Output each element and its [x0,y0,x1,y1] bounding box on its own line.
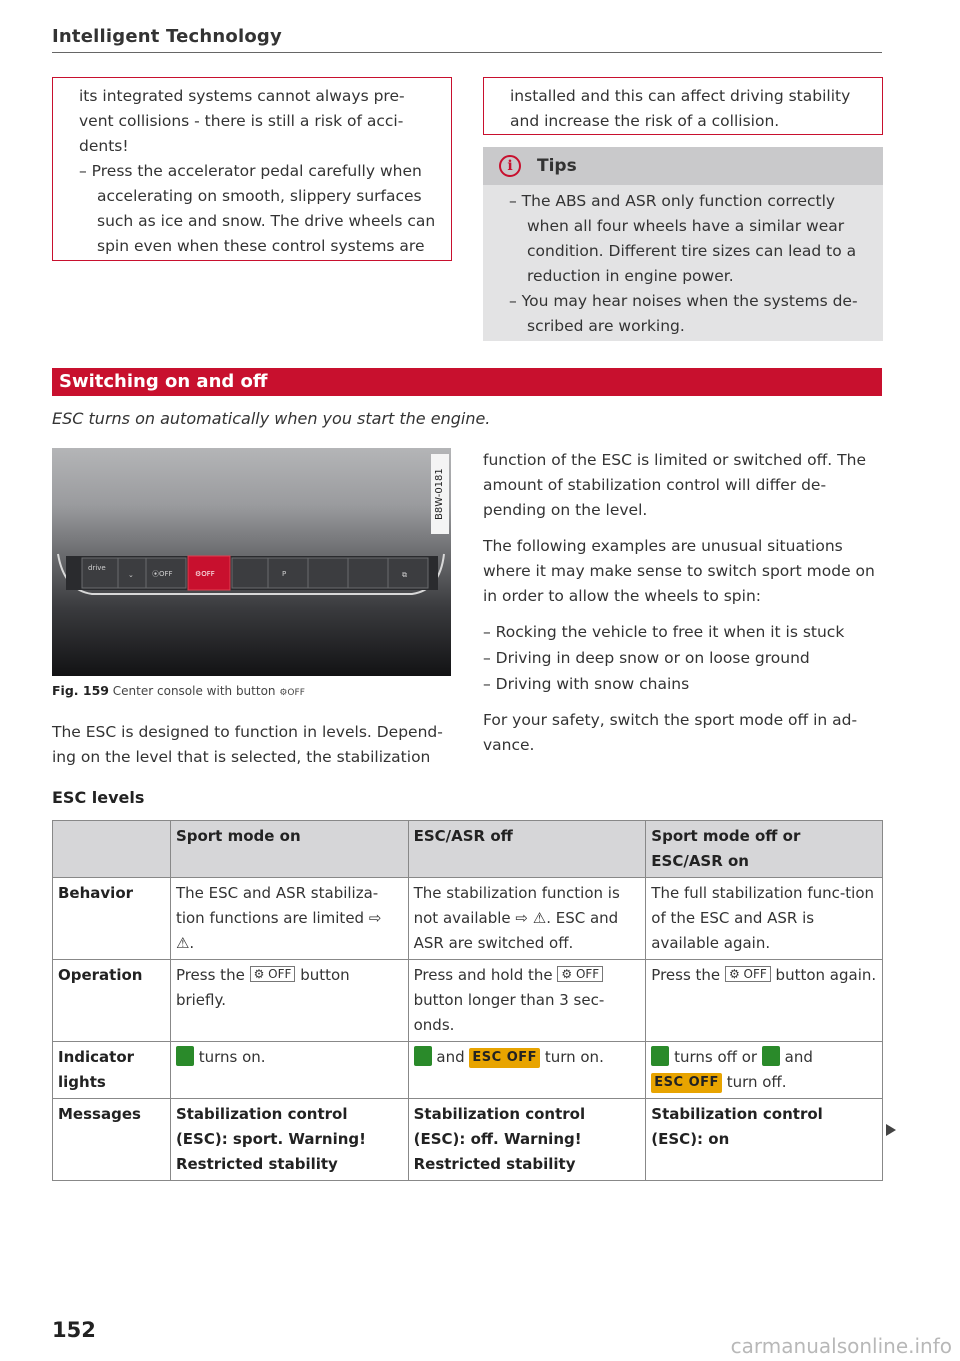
figure-caption [52,678,305,706]
table-header-row [53,821,883,878]
table-header-cell: ESC/ASR off [408,821,646,878]
table-row [53,960,883,1042]
figure-code: B8W-0181 [431,454,449,534]
tips-box [483,147,883,341]
watermark: carmanualsonline.info [730,1334,952,1358]
esc-indicator-icon [414,1046,432,1066]
table-cell [646,960,883,1042]
row-label: Messages [53,1099,171,1181]
table-cell [170,1042,408,1099]
table-header-cell: Sport mode on [170,821,408,878]
cell-text: and [436,1048,465,1066]
section-subtitle: ESC turns on automatically when you start the engine. [52,409,491,428]
tip-item: – You may hear noises when the systems de-scribed are working. [509,292,858,335]
cell-text: Press and hold the [413,966,553,984]
row-label: Indicator lights [53,1042,171,1099]
table-header-cell: Sport mode off or ESC/ASR on [646,821,883,878]
cell-text: turns off or [674,1048,758,1066]
page-number: 152 [52,1318,96,1342]
esc-off-indicator-icon: ESC OFF [651,1073,722,1093]
table-cell: The full stabilization func-tion of the ESC and ASR is available again. [646,878,883,960]
esc-levels-table [52,820,883,1181]
list-item: – Rocking the vehicle to free it when it is stuck [483,623,845,641]
drive-select-button [82,558,118,588]
table-cell: The stabilization function is not available ⇨ ⚠. ESC and ASR are switched off. [408,878,646,960]
warning-box [52,77,452,261]
running-header-title: Intelligent Technology [52,26,282,47]
esc-off-button-label: ⚙ OFF [725,966,771,982]
drive-select-label: drive [88,564,106,572]
table-cell [170,960,408,1042]
figure-caption-text: Center console with button [112,684,276,698]
esc-off-label: ⚙OFF [195,570,215,578]
table-cell: Stabilization control (ESC): off. Warning! Restricted stability [408,1099,646,1181]
table-cell [408,960,646,1042]
blank-button-2 [308,558,348,588]
cell-text: button briefly. [175,966,350,1009]
tips-header [483,147,883,185]
figure-center-console [52,448,451,676]
warning-line: dents! [79,137,129,155]
continue-arrow-icon [886,1124,896,1136]
cell-text: Press the [175,966,245,984]
blank-button-1 [232,558,268,588]
left-paragraph [52,720,452,770]
cell-text: button longer than 3 sec-onds. [413,991,605,1034]
esc-indicator-icon [762,1046,780,1066]
table-cell [646,1042,883,1099]
warning-line: its integrated systems cannot always pre- [79,87,405,105]
cell-text: turn on. [544,1048,604,1066]
list-item: – Driving with snow chains [483,675,690,693]
table-cell [408,1042,646,1099]
list-item: – Driving in deep snow or on loose ground [483,649,810,667]
esc-off-button-label: ⚙ OFF [557,966,603,982]
camera-button [388,558,428,588]
tips-title: Tips [537,155,577,176]
cell-text: turns on. [198,1048,266,1066]
start-stop-label: ⦿OFF [152,570,173,578]
console-button-row [82,556,428,590]
cell-text: and [784,1048,813,1066]
park-label: P [282,570,287,578]
table-header-cell [53,821,171,878]
esc-indicator-icon [651,1046,669,1066]
paragraph-1: function of the ESC is limited or switched off. The amount of stabilization control will differ de-pending on the level. [483,451,866,519]
intro-paragraph: The ESC is designed to function in levels. Depend-ing on the level that is selected, the stabilization [52,723,443,766]
esc-levels-heading: ESC levels [52,788,145,807]
table-row [53,878,883,960]
blank-button-3 [348,558,388,588]
paragraph-3: For your safety, switch the sport mode off in ad-vance. [483,711,858,754]
esc-off-symbol: ⚙OFF [279,688,305,698]
table-row [53,1099,883,1181]
table-row [53,1042,883,1099]
warning-line: vent collisions - there is still a risk of acci- [79,112,404,130]
tip-item: – The ABS and ASR only function correctly when all four wheels have a similar wear condition. Different tire sizes can lead to a reduction in engine power. [509,192,857,285]
console-buttons [52,550,451,600]
esc-indicator-icon [176,1046,194,1066]
esc-off-button-label: ⚙ OFF [250,966,296,982]
esc-off-indicator-icon: ESC OFF [469,1048,540,1068]
warning-continuation: installed and this can affect driving stability and increase the risk of a collision. [510,87,851,130]
table-cell: The ESC and ASR stabiliza-tion functions are limited ⇨ ⚠. [170,878,408,960]
down-label: ⌄ [128,571,134,579]
info-icon: i [499,155,521,177]
figure-label: Fig. 159 [52,683,109,698]
table-cell: Stabilization control (ESC): on [646,1099,883,1181]
row-label: Behavior [53,878,171,960]
warning-item: – Press the accelerator pedal carefully when accelerating on smooth, slippery surfaces such as ice and snow. The drive wheels can spin even when these control systems are [79,162,436,255]
header-divider [52,52,882,53]
paragraph-2: The following examples are unusual situations where it may make sense to switch sport mode on in order to allow the wheels to spin: [483,537,875,605]
table-cell: Stabilization control (ESC): sport. Warning! Restricted stability [170,1099,408,1181]
section-title: Switching on and off [52,368,882,396]
right-column [483,448,885,758]
cell-text: button again. [775,966,877,984]
tips-body [483,185,883,343]
cell-text: Press the [651,966,721,984]
park-assist-button [268,558,308,588]
warning-box-continued [483,77,883,135]
camera-label: ⧉ [402,571,407,579]
cell-text: turn off. [726,1073,787,1091]
row-label: Operation [53,960,171,1042]
